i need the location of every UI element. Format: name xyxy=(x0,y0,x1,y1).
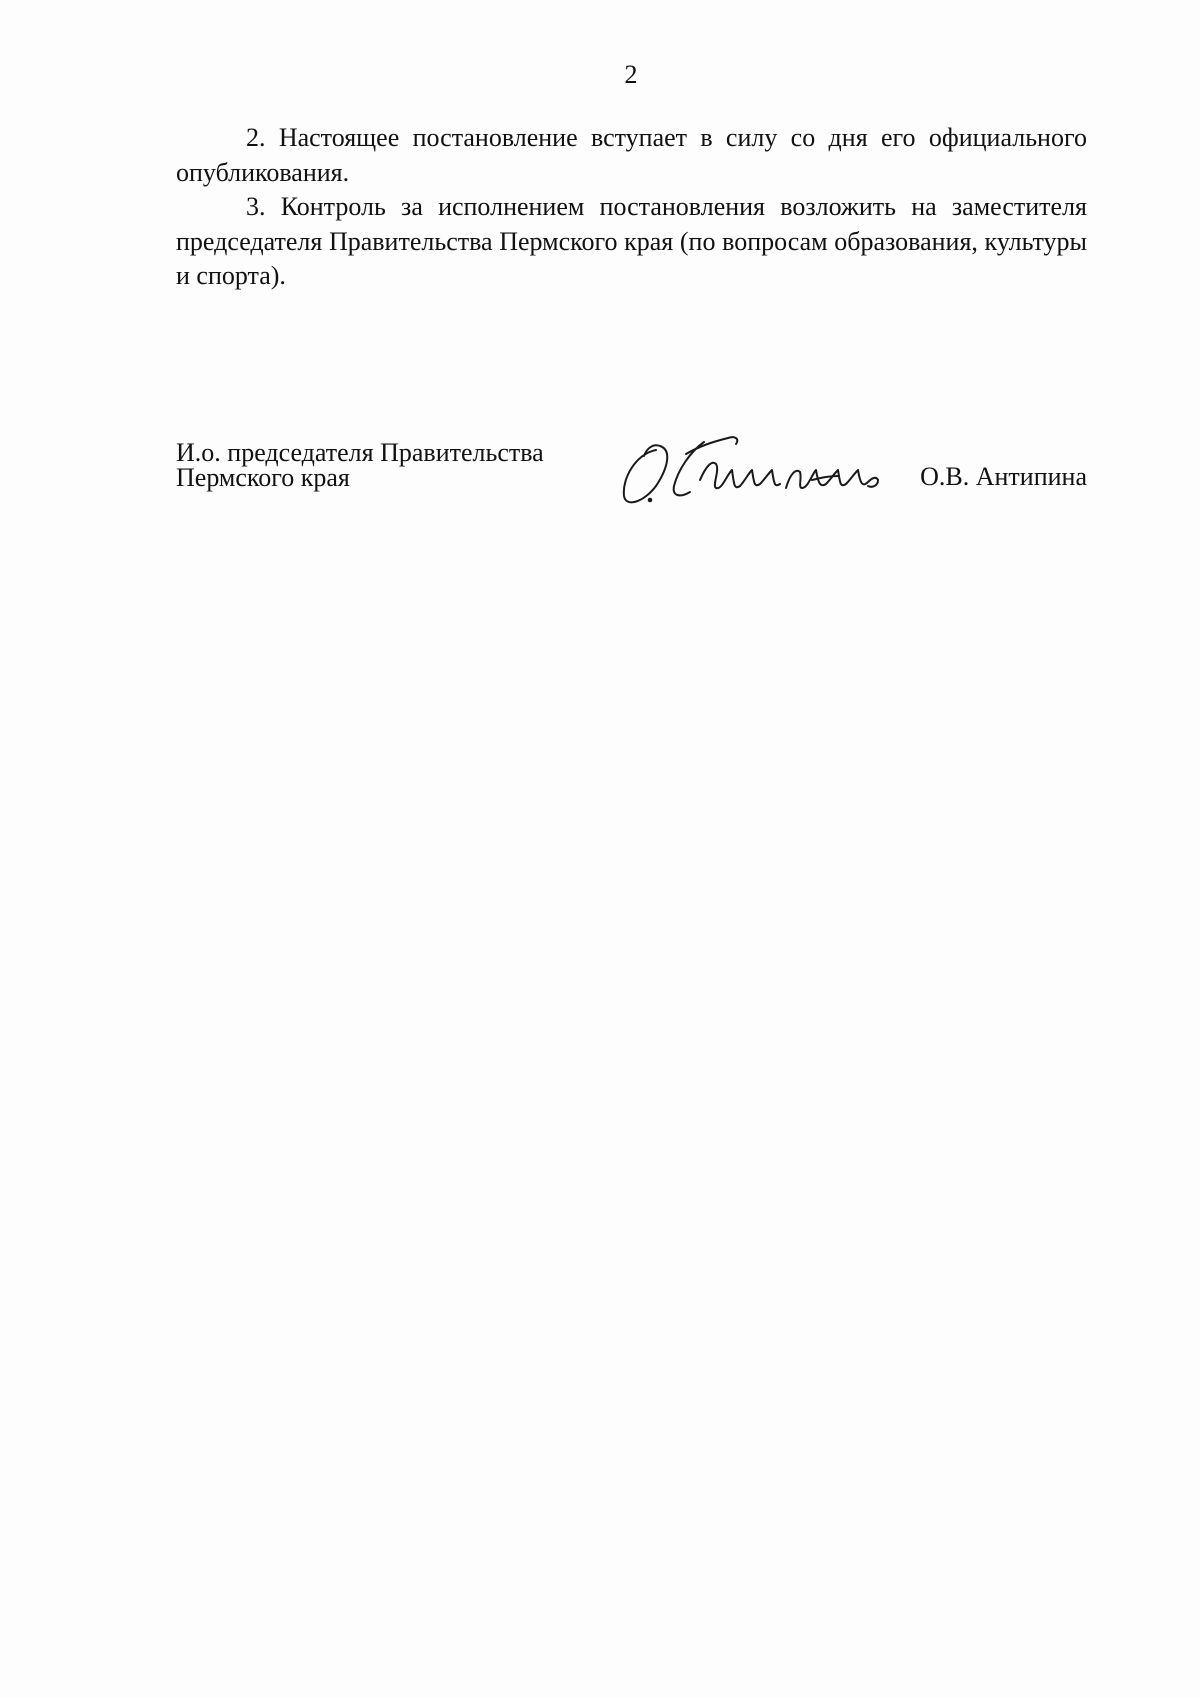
page-number: 2 xyxy=(624,60,638,89)
handwritten-signature xyxy=(616,430,906,510)
signer-title-line2: Пермского края xyxy=(176,463,350,492)
paragraph-3-line2: на заместителя председателя Правительства Пермского края (по вопросам образования, культуры и спорта). xyxy=(176,192,1088,290)
paragraph-2-line2: его официального опубликования. xyxy=(176,123,1087,187)
paragraph-2 xyxy=(176,121,1087,190)
signer-title xyxy=(176,440,544,490)
paragraph-3-line1: 3. Контроль за исполнением постановления возложить xyxy=(246,192,897,221)
paragraph-2-text xyxy=(176,121,1087,190)
paragraph-3-text xyxy=(176,190,1087,294)
paragraph-2-line1: 2. Настоящее постановление вступает в силу со дня xyxy=(246,123,868,152)
signature-block xyxy=(176,440,1087,510)
signer-title-line1: И.о. председателя Правительства xyxy=(176,438,544,467)
paragraph-3 xyxy=(176,190,1087,294)
signer-name: О.В. Антипина xyxy=(920,462,1087,491)
